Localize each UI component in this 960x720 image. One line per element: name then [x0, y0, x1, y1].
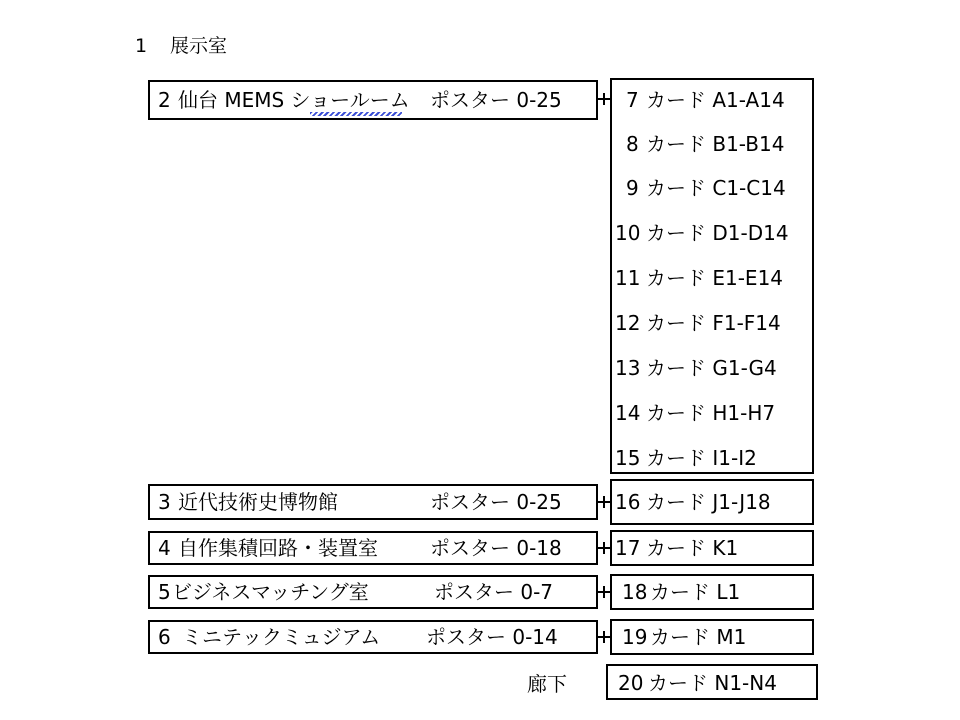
card-number: 19: [622, 625, 648, 649]
room-number: 6: [158, 625, 171, 649]
card-label: カード D1-D14: [646, 221, 789, 245]
card-box-18: [610, 574, 814, 610]
room-name: 自作集積回路・装置室: [178, 536, 378, 560]
card-box-20: [606, 664, 818, 700]
card-label: カード A1-A14: [646, 88, 785, 112]
room-number: 3: [158, 490, 171, 514]
room-box-6: [148, 620, 598, 654]
room-box-4: [148, 531, 598, 565]
card-label: カード E1-E14: [646, 266, 784, 290]
card-label: カード B1-B14: [646, 132, 785, 156]
card-number: 7: [626, 88, 639, 112]
room-number: 5: [158, 580, 171, 604]
card-label: カード I1-I2: [646, 446, 757, 470]
card-label: カード C1-C14: [646, 176, 786, 200]
card-number: 17: [615, 536, 641, 560]
room-poster: ポスター 0-7: [434, 580, 554, 604]
card-number: 16: [615, 490, 641, 514]
corridor-label: 廊下: [527, 672, 567, 696]
section-title: 展示室: [170, 35, 228, 57]
card-label: カード G1-G4: [646, 356, 777, 380]
card-label: カード M1: [650, 625, 747, 649]
card-number: 14: [615, 401, 641, 425]
card-number: 15: [615, 446, 641, 470]
room-box-2: [148, 80, 598, 120]
card-number: 20: [618, 671, 644, 695]
card-number: 10: [615, 221, 641, 245]
room-name: ビジネスマッチング室: [172, 580, 369, 604]
room-number: 4: [158, 536, 171, 560]
spellcheck-underline: [310, 112, 402, 116]
card-number: 12: [615, 311, 641, 335]
room-name: 近代技術史博物館: [178, 490, 338, 514]
card-number: 9: [626, 176, 639, 200]
card-label: カード F1-F14: [646, 311, 781, 335]
card-label: カード N1-N4: [648, 671, 777, 695]
room-poster: ポスター 0-25: [430, 490, 562, 514]
room-poster: ポスター 0-25: [430, 88, 562, 112]
card-label: カード L1: [650, 580, 741, 604]
card-number: 11: [615, 266, 641, 290]
card-box-19: [610, 619, 814, 655]
card-label: カード K1: [646, 536, 739, 560]
section-number: 1: [135, 35, 148, 57]
card-box-17: [610, 530, 814, 566]
room-poster: ポスター 0-14: [426, 625, 558, 649]
connector-tick: [603, 631, 605, 643]
connector-tick: [603, 542, 605, 554]
card-box-16: [610, 479, 814, 525]
room-name: ミニテックミュジアム: [182, 625, 381, 649]
room-box-5: [148, 575, 598, 609]
room-name: 仙台 MEMS ショールーム: [178, 88, 410, 112]
card-number: 13: [615, 356, 641, 380]
card-number: 8: [626, 132, 639, 156]
room-box-3: [148, 484, 598, 520]
connector-tick: [603, 496, 605, 508]
connector-tick: [603, 586, 605, 598]
card-label: カード J1-J18: [646, 490, 771, 514]
room-number: 2: [158, 88, 171, 112]
card-label: カード H1-H7: [646, 401, 776, 425]
card-column-box: [610, 78, 814, 474]
card-number: 18: [622, 580, 648, 604]
connector-tick: [603, 93, 605, 105]
room-poster: ポスター 0-18: [430, 536, 562, 560]
